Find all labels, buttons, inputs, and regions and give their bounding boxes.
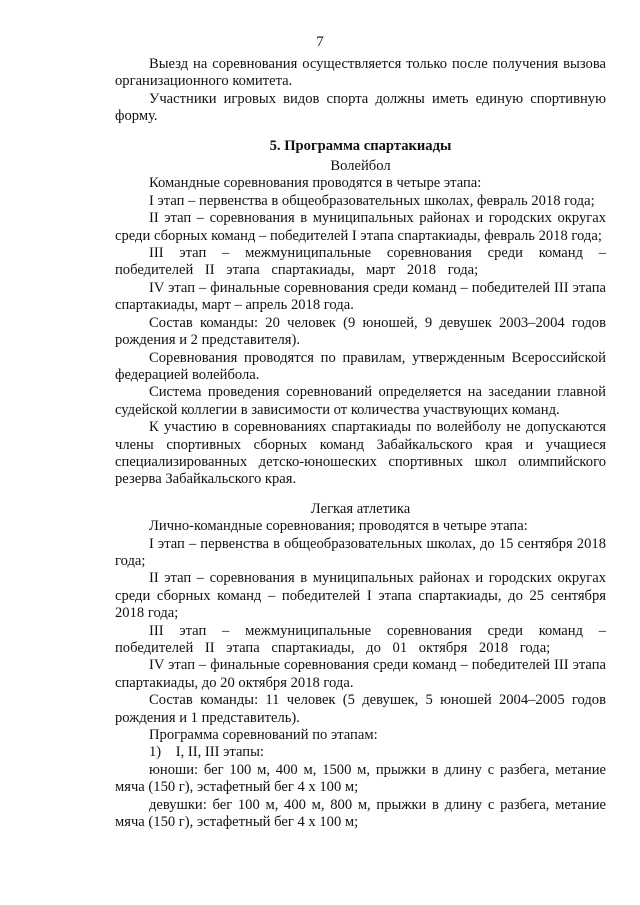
paragraph: IV этап – финальные соревнования среди команд – победителей III этапа спартакиады, до 20 октября 2018 года. <box>115 657 606 691</box>
paragraph: III этап – межмуниципальные соревнования среди команд – победителей II этапа спартакиады, март 2018 года; <box>115 245 606 279</box>
subsection-title-athletics: Легкая атлетика <box>310 500 411 517</box>
paragraph: II этап – соревнования в муниципальных районах и городских округах среди сборных команд – победителей I этапа спартакиады, до 25 сентября 2018 года; <box>115 570 606 622</box>
paragraph: III этап – межмуниципальные соревнования среди команд – победителей II этапа спартакиады, до 01 октября 2018 года; <box>115 622 606 656</box>
paragraph: IV этап – финальные соревнования среди команд – победителей III этапа спартакиады, март – апрель 2018 года. <box>115 279 606 314</box>
paragraph: Состав команды: 11 человек (5 девушек, 5 юношей 2004–2005 годов рождения и 1 представитель). <box>115 692 606 726</box>
page-content <box>115 56 606 831</box>
paragraph: Выезд на соревнования осуществляется только после получения вызова организационного комитета. <box>115 56 606 90</box>
paragraph: Соревнования проводятся по правилам, утвержденным Всероссийской федерацией волейбола. <box>115 349 606 383</box>
list-item: 1) I, II, III этапы: <box>149 744 264 761</box>
paragraph: II этап – соревнования в муниципальных районах и городских округах среди сборных команд – победителей I этапа спартакиады, февраль 2018 года; <box>115 210 606 244</box>
paragraph: Лично-командные соревнования; проводятся в четыре этапа: <box>149 518 528 535</box>
paragraph: Состав команды: 20 человек (9 юношей, 9 девушек 2003–2004 годов рождения и 2 представителя). <box>115 314 606 349</box>
paragraph: I этап – первенства в общеобразовательных школах, февраль 2018 года; <box>149 192 595 209</box>
page-number: 7 <box>316 34 324 50</box>
paragraph: Система проведения соревнований определяется на заседании главной судейской коллегии в зависимости от количества участвующих команд. <box>115 384 606 418</box>
paragraph: Программа соревнований по этапам: <box>149 727 378 744</box>
subsection-title-volleyball: Волейбол <box>330 158 391 175</box>
paragraph: Участники игровых видов спорта должны иметь единую спортивную форму. <box>115 90 606 125</box>
paragraph: девушки: бег 100 м, 400 м, 800 м, прыжки в длину с разбега, метание мяча (150 г), эстафетный бег 4 х 100 м; <box>115 796 606 831</box>
paragraph: I этап – первенства в общеобразовательных школах, до 15 сентября 2018 года; <box>115 535 606 569</box>
paragraph: К участию в соревнованиях спартакиады по волейболу не допускаются члены спортивных сборных команд Забайкальского края и учащиеся специализированных детско-юношеских спортивных школ олимпийского резерва Забайкальского края. <box>115 419 606 488</box>
section-title: 5. Программа спартакиады <box>269 137 452 154</box>
paragraph: Командные соревнования проводятся в четыре этапа: <box>149 175 482 192</box>
paragraph: юноши: бег 100 м, 400 м, 1500 м, прыжки в длину с разбега, метание мяча (150 г), эстафетный бег 4 х 100 м; <box>115 761 606 796</box>
